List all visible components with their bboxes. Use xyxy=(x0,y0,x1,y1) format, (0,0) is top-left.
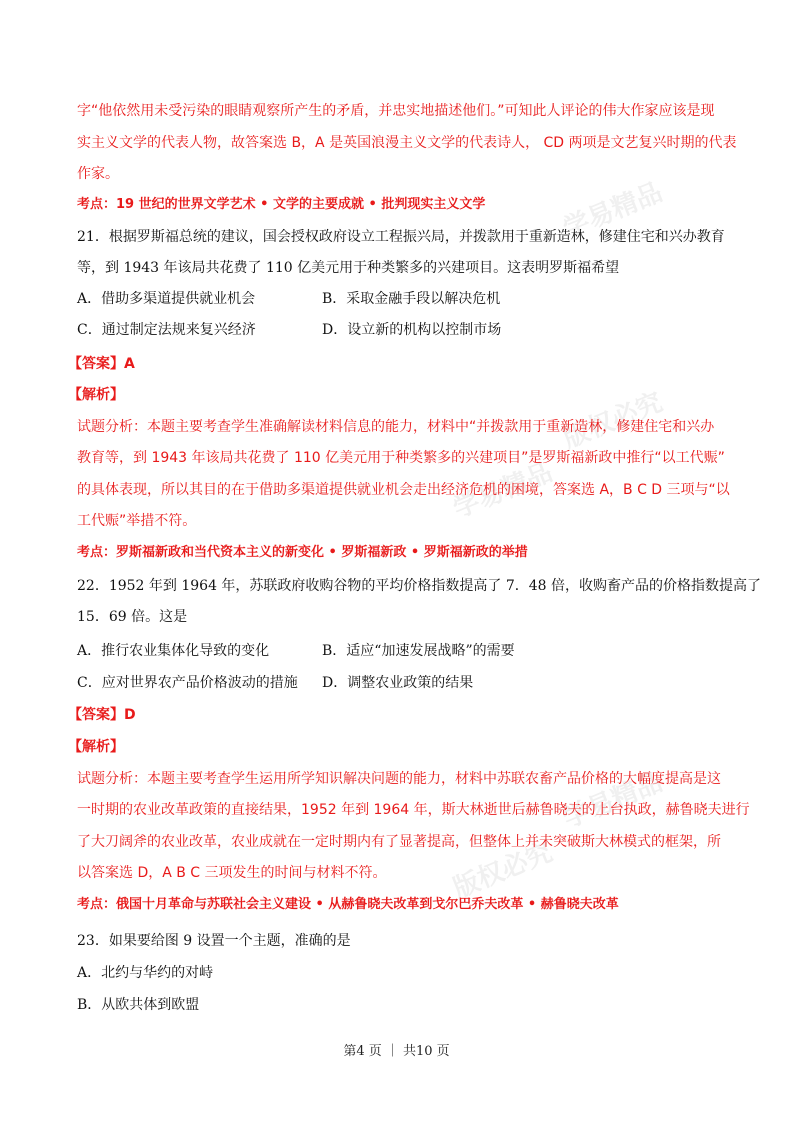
analysis-line: 一时期的农业改革政策的直接结果，1952 年到 1964 年，斯大林逝世后赫鲁晓夫的上台执政，赫鲁晓夫进行 xyxy=(77,802,750,818)
page-number: 第4 页 ｜ 共10 页 xyxy=(343,1044,450,1059)
analysis-line: 教育等，到 1943 年该局共花费了 110 亿美元用于种类繁多的兴建项目”是罗斯福新政中推行“以工代赈” xyxy=(77,450,725,466)
answer-label: 【答案】 xyxy=(68,707,124,723)
kaodian-line: 考点：19 世纪的世界文学艺术 • 文学的主要成就 • 批判现实主义文学 xyxy=(77,197,486,212)
option-c: C．通过制定法规来复兴经济 xyxy=(77,322,256,338)
kaodian-line: 考点：罗斯福新政和当代资本主义的新变化 • 罗斯福新政 • 罗斯福新政的举措 xyxy=(77,545,528,560)
option-c: C．应对世界农产品价格波动的措施 xyxy=(77,675,298,691)
question-stem: 23．如果要给图 9 设置一个主题，准确的是 xyxy=(77,933,351,949)
analysis-line: 的具体表现，所以其目的在于借助多渠道提供就业机会走出经济危机的困境，答案选 A，B C D 三项与“以 xyxy=(77,482,730,498)
watermark-text: 版权必究 xyxy=(559,387,667,455)
watermark-text: 版权必究 xyxy=(449,837,557,905)
watermark-text: 学易精品 xyxy=(559,767,667,835)
option-b: B．适应“加速发展战略”的需要 xyxy=(322,643,515,659)
answer-value: A xyxy=(124,356,135,372)
question-stem: 22．1952 年到 1964 年，苏联政府收购谷物的平均价格指数提高了 7．48 倍，收购畜产品的价格指数提高了 xyxy=(77,578,762,594)
analysis-line: 试题分析：本题主要考查学生准确解读材料信息的能力，材料中“并拨款用于重新造林，修建住宅和兴办 xyxy=(77,419,715,435)
watermark-text: 学易精品 xyxy=(559,177,667,245)
option-b: B．采取金融手段以解决危机 xyxy=(322,291,501,307)
analysis-label: 【解析】 xyxy=(68,387,124,403)
option-d: D．设立新的机构以控制市场 xyxy=(322,322,502,338)
analysis-label: 【解析】 xyxy=(68,739,124,755)
answer-value: D xyxy=(124,707,136,723)
analysis-line: 工代赈”举措不符。 xyxy=(77,513,197,529)
question-stem: 21．根据罗斯福总统的建议，国会授权政府设立工程振兴局，并拨款用于重新造林，修建住宅和兴办教育 xyxy=(77,229,725,245)
analysis-line: 字“他依然用未受污染的眼睛观察所产生的矛盾，并忠实地描述他们。”可知此人评论的伟大作家应该是现 xyxy=(77,103,715,119)
option-d: D．调整农业政策的结果 xyxy=(322,675,474,691)
analysis-line: 实主义文学的代表人物，故答案选 B，A 是英国浪漫主义文学的代表诗人， CD 两项是文艺复兴时期的代表 xyxy=(77,135,737,151)
analysis-line: 以答案选 D，A B C 三项发生的时间与材料不符。 xyxy=(77,865,387,881)
analysis-line: 作家。 xyxy=(77,166,119,182)
kaodian-line: 考点：俄国十月革命与苏联社会主义建设 • 从赫鲁晓夫改革到戈尔巴乔夫改革 • 赫鲁晓夫改革 xyxy=(77,897,619,912)
question-stem: 15．69 倍。这是 xyxy=(77,609,188,625)
option-b: B．从欧共体到欧盟 xyxy=(77,997,200,1013)
analysis-line: 了大刀阔斧的农业改革，农业成就在一定时期内有了显著提高，但整体上并未突破斯大林模式的框架，所 xyxy=(77,834,721,850)
analysis-line: 试题分析：本题主要考查学生运用所学知识解决问题的能力，材料中苏联农畜产品价格的大幅度提高是这 xyxy=(77,771,721,787)
answer-label: 【答案】 xyxy=(68,356,124,372)
option-a: A．借助多渠道提供就业机会 xyxy=(77,291,256,307)
question-stem: 等，到 1943 年该局共花费了 110 亿美元用于种类繁多的兴建项目。这表明罗斯福希望 xyxy=(77,260,620,276)
option-a: A．北约与华约的对峙 xyxy=(77,965,214,981)
watermark-text: 学易精品 xyxy=(449,457,557,525)
option-a: A．推行农业集体化导致的变化 xyxy=(77,643,270,659)
answer-line xyxy=(68,705,136,725)
answer-line xyxy=(68,354,135,374)
